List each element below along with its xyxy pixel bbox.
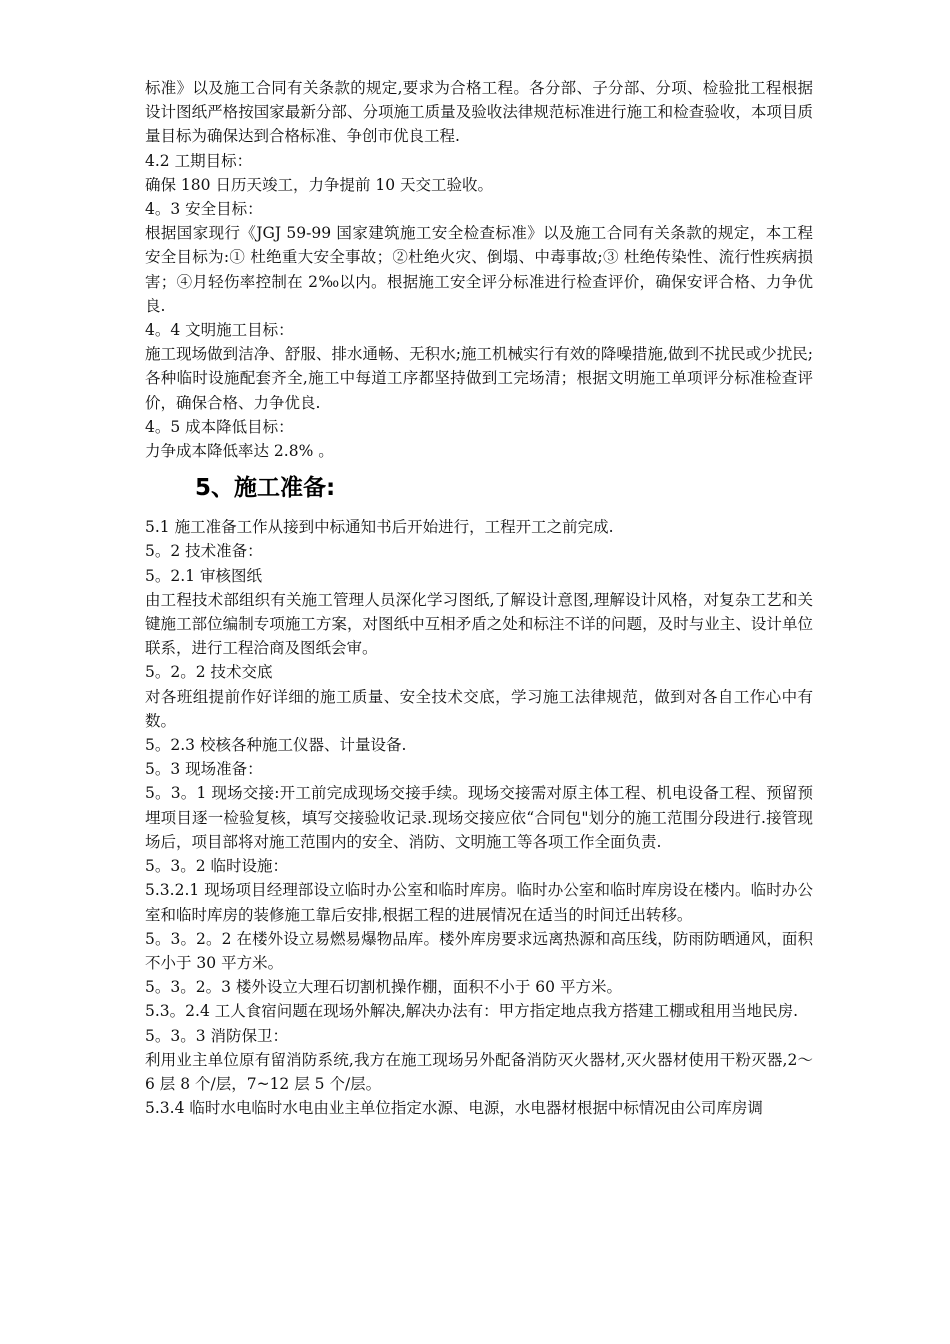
section-heading: 5。2.1 审核图纸 (145, 566, 262, 585)
section-heading: 5。3 现场准备： (145, 760, 263, 779)
section-heading: 4。5 成本降低目标： (145, 417, 294, 436)
paragraph: 5.3。2.4 工人食宿问题在现场外解决,解决办法有：甲方指定地点我方搭建工棚或租用当地民房. (145, 1002, 799, 1021)
paragraph: 5。3。1 现场交接:开工前完成现场交接手续。现场交接需对原主体工程、机电设备工程、预留预埋项目逐一检验复核，填写交接验收记录.现场交接应依“合同包"划分的施工范围分段进行.接管现场后，项目部将对施工范围内的安全、消防、文明施工等各项工作全面负责. (145, 784, 813, 851)
paragraph: 5.3.2.1 现场项目经理部设立临时办公室和临时库房。临时办公室和临时库房设在楼内。临时办公室和临时库房的装修施工靠后安排,根据工程的进展情况在适当的时间迁出转移。 (145, 881, 813, 924)
paragraph: 力争成本降低率达 2.8% 。 (145, 442, 334, 461)
paragraph: 对各班组提前作好详细的施工质量、安全技术交底，学习施工法律规范，做到对各自工作心中有数。 (145, 687, 813, 730)
section-heading: 4。3 安全目标： (145, 200, 263, 219)
paragraph: 由工程技术部组织有关施工管理人员深化学习图纸,了解设计意图,理解设计风格，对复杂工艺和关键施工部位编制专项施工方案，对图纸中互相矛盾之处和标注不详的问题，及时与业主、设计单位联系，进行工程洽商及图纸会审。 (145, 590, 813, 658)
paragraph: 施工现场做到洁净、舒服、排水通畅、无积水;施工机械实行有效的降噪措施,做到不扰民或少扰民;各种临时设施配套齐全,施工中每道工序都坚持做到工完场清；根据文明施工单项评分标准检查评价，确保合格、力争优良. (145, 345, 813, 412)
paragraph: 5。2.3 校核各种施工仪器、计量设备. (145, 736, 407, 755)
paragraph: 利用业主单位原有留消防系统,我方在施工现场另外配备消防灭火器材,灭火器材使用干粉灭器,2～6 层 8 个/层，7~12 层 5 个/层。 (145, 1050, 813, 1093)
paragraph: 5.3.4 临时水电临时水电由业主单位指定水源、电源，水电器材根据中标情况由公司库房调 (145, 1099, 763, 1118)
section-heading: 5。3。3 消防保卫： (145, 1026, 289, 1045)
section-heading: 5。2。2 技术交底 (145, 663, 273, 682)
paragraph: 根据国家现行《JGJ 59-99 国家建筑施工安全检查标准》以及施工合同有关条款的规定，本工程安全目标为:① 杜绝重大安全事故；②杜绝火灾、倒塌、中毒事故;③ 杜绝传染性、流行性疾病损害；④月轻伤率控制在 2‰以内。根据施工安全评分标准进行检查评价，确保安评合格、力争优良. (145, 224, 813, 315)
paragraph: 标准》以及施工合同有关条款的规定,要求为合格工程。各分部、子分部、分项、检验批工程根据设计图纸严格按国家最新分部、分项施工质量及验收法律规范标准进行施工和检查验收，本项目质量目标为确保达到合格标准、争创市优良工程. (145, 79, 813, 146)
paragraph: 5.1 施工准备工作从接到中标通知书后开始进行，工程开工之前完成. (145, 518, 614, 537)
paragraph: 5。3。2。2 在楼外设立易燃易爆物品库。楼外库房要求远离热源和高压线，防雨防晒通风，面积不小于 30 平方米。 (145, 929, 813, 972)
section-heading: 5。3。2 临时设施： (145, 857, 289, 876)
chapter-heading: 5、施工准备: (195, 475, 336, 502)
paragraph: 确保 180 日历天竣工，力争提前 10 天交工验收。 (145, 175, 494, 194)
document-body (145, 76, 813, 1120)
paragraph: 5。3。2。3 楼外设立大理石切割机操作棚，面积不小于 60 平方米。 (145, 978, 622, 997)
section-heading: 5。2 技术准备： (145, 542, 263, 561)
section-heading: 4.2 工期目标： (145, 151, 253, 170)
section-heading: 4。4 文明施工目标： (145, 321, 294, 340)
